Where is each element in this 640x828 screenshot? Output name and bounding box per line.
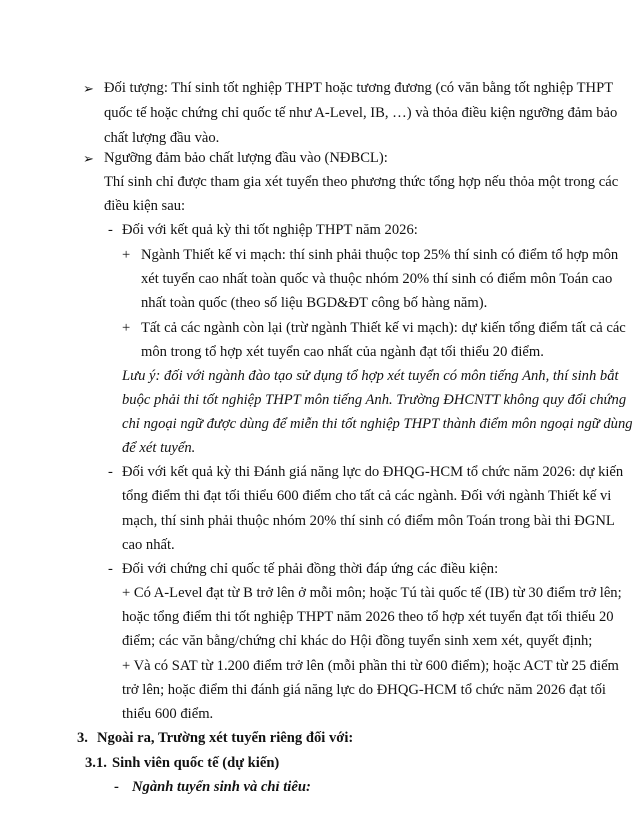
- dash-bullet: -: [114, 779, 119, 795]
- section-heading: Ngoài ra, Trường xét tuyển riêng đối với:: [97, 730, 354, 746]
- paragraph-line: Đối tượng: Thí sinh tốt nghiệp THPT hoặc tương đương (có văn bằng tốt nghiệp THPT: [104, 80, 614, 96]
- paragraph-line: chất lượng đầu vào.: [104, 130, 220, 146]
- note-line: chỉ ngoại ngữ được dùng để miễn thi tốt nghiệp THPT thành điểm môn ngoại ngữ dùng: [122, 416, 633, 432]
- plus-bullet: +: [122, 320, 131, 336]
- paragraph-line: Đối với kết quả kỳ thi tốt nghiệp THPT năm 2026:: [122, 222, 418, 238]
- paragraph-line: Ngưỡng đảm bảo chất lượng đầu vào (NĐBCL):: [104, 150, 388, 166]
- subsection-heading: Sinh viên quốc tế (dự kiến): [112, 755, 280, 771]
- note-line: để xét tuyển.: [122, 440, 196, 456]
- paragraph-line: môn trong tổ hợp xét tuyển cao nhất của ngành đạt tối thiểu 20 điểm.: [141, 344, 544, 360]
- paragraph-line: mạch, thí sinh phải thuộc nhóm 20% thí sinh có điểm môn Toán trong bài thi ĐGNL: [122, 513, 615, 529]
- dash-bullet: -: [108, 222, 113, 238]
- dash-bullet: -: [108, 464, 113, 480]
- paragraph-line: + Có A-Level đạt từ B trở lên ở mỗi môn; hoặc Tú tài quốc tế (IB) từ 30 điểm trở lên;: [122, 585, 622, 601]
- arrow-bullet-icon: ➢: [83, 151, 94, 166]
- paragraph-line: nhất toàn quốc (theo số liệu BGD&ĐT công bố hàng năm).: [141, 295, 488, 311]
- note-line: Lưu ý: đối với ngành đào tạo sử dụng tổ hợp xét tuyển có môn tiếng Anh, thí sinh bắt: [122, 368, 619, 384]
- paragraph-line: Đối với chứng chỉ quốc tế phải đồng thời đáp ứng các điều kiện:: [122, 561, 499, 577]
- paragraph-line: Tất cả các ngành còn lại (trừ ngành Thiết kế vi mạch): dự kiến tổng điểm tất cả các: [141, 320, 626, 336]
- paragraph-line: cao nhất.: [122, 537, 175, 553]
- subsection-number: 3.1.: [85, 755, 107, 771]
- arrow-bullet-icon: ➢: [83, 81, 94, 96]
- dash-bullet: -: [108, 561, 113, 577]
- paragraph-line: điều kiện sau:: [104, 198, 186, 214]
- sub-heading: Ngành tuyển sinh và chỉ tiêu:: [132, 779, 311, 795]
- paragraph-line: Ngành Thiết kế vi mạch: thí sinh phải thuộc top 25% thí sinh có điểm tổ hợp môn: [141, 247, 619, 263]
- paragraph-line: điểm; các văn bằng/chứng chỉ khác do Hội đồng tuyển sinh xem xét, quyết định;: [122, 633, 593, 649]
- paragraph-line: quốc tế hoặc chứng chỉ quốc tế như A-Level, IB, …) và thỏa điều kiện ngưỡng đảm bảo: [104, 105, 618, 121]
- paragraph-line: xét tuyển cao nhất toàn quốc và thuộc nhóm 20% thí sinh có điểm môn Toán cao: [141, 271, 613, 287]
- paragraph-line: Đối với kết quả kỳ thi Đánh giá năng lực do ĐHQG-HCM tổ chức năm 2026: dự kiến: [122, 464, 624, 480]
- paragraph-line: Thí sinh chỉ được tham gia xét tuyển theo phương thức tổng hợp nếu thỏa một trong các: [104, 174, 619, 190]
- paragraph-line: hoặc tổng điểm thi tốt nghiệp THPT năm 2026 theo tổ hợp xét tuyển đạt tối thiểu 20: [122, 609, 614, 625]
- section-number: 3.: [77, 730, 88, 746]
- plus-bullet: +: [122, 247, 131, 263]
- paragraph-line: tổng điểm thi đạt tối thiểu 600 điểm cho tất cả các ngành. Đối với ngành Thiết kế vi: [122, 488, 612, 504]
- note-line: buộc phải thi tốt nghiệp THPT môn tiếng Anh. Trường ĐHCNTT không quy đổi chứng: [122, 392, 627, 408]
- paragraph-line: thiểu 600 điểm.: [122, 706, 214, 722]
- paragraph-line: + Và có SAT từ 1.200 điểm trở lên (mỗi phần thi từ 600 điểm); hoặc ACT từ 25 điểm: [122, 658, 619, 674]
- paragraph-line: trở lên; hoặc điểm thi đánh giá năng lực do ĐHQG-HCM tổ chức năm 2026 đạt tối: [122, 682, 606, 698]
